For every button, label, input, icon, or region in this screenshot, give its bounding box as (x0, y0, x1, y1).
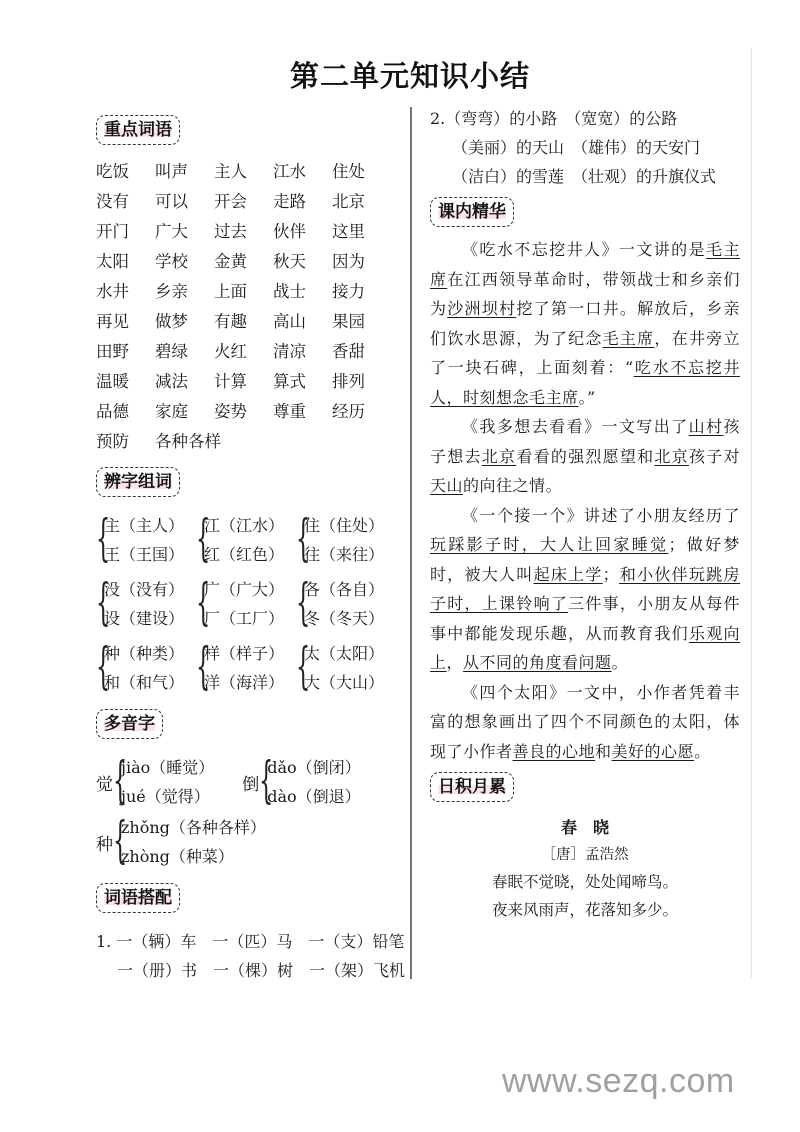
text-run: 孩子对 (688, 446, 740, 466)
brace-icon: { (259, 751, 274, 809)
key-word: 排列 (332, 372, 365, 391)
key-word: 伙伴 (273, 222, 306, 241)
char-pair: { 江（江水） 红（红色） (196, 509, 285, 567)
key-word: 温暖 (96, 372, 129, 391)
brace-icon: { (96, 637, 111, 695)
brace-icon: { (113, 811, 128, 869)
key-word: 开会 (214, 192, 247, 211)
section-heading-collocation: 词语搭配 (96, 883, 180, 913)
key-word: 住处 (332, 162, 365, 181)
underlined-key-phrase: 山村 (688, 417, 724, 436)
underlined-key-phrase: 天山 (430, 476, 464, 495)
key-word: 没有 (96, 192, 129, 211)
key-word: 吃饭 (96, 162, 129, 181)
collocation-2-list: 2.（弯弯）的小路 （宽宽）的公路 （美丽）的天山 （雄伟）的天安门 （洁白）的雪莲 （壮观）的升旗仪式 (430, 109, 717, 186)
poem-line: 夜来风雨声，花落知多少。 (491, 901, 678, 919)
text-run: 。” (578, 387, 596, 407)
column-divider (410, 107, 412, 979)
section-heading-polyphonic: 多音字 (96, 709, 163, 739)
key-word: 过去 (214, 222, 247, 241)
collocation-list: 1. 一（辆）车 一（匹）马 一（支）铅笔 一（册）书 一（棵）树 一（架）飞机 (96, 932, 406, 980)
underlined-key-phrase: 美好的心愿 (611, 741, 695, 761)
key-word: 接力 (332, 282, 365, 301)
char-pair: { 没（没有） 设（建设） (96, 573, 185, 631)
key-word: 姿势 (214, 402, 247, 421)
page-edge-line (751, 48, 752, 978)
underlined-key-phrase: 玩踩影子时，大人让回家睡觉 (430, 535, 669, 554)
polyphonic-item: 倒 { dǎo（倒闭） dào（倒退） (242, 751, 361, 809)
char-pair: { 种（种类） 和（和气） (96, 637, 185, 695)
poem (430, 814, 740, 924)
text-run: 《我多想去看看》一文写出了 (462, 417, 689, 436)
brace-icon: { (96, 573, 111, 631)
char-pair: { 住（住处） 往（来往） (296, 509, 385, 567)
polyphonic-item: 觉 { jiào（睡觉） jué（觉得） (96, 751, 215, 809)
key-word: 可以 (155, 192, 188, 211)
key-word: 减法 (155, 372, 188, 391)
text-run: 孩子想去 (430, 417, 740, 466)
key-word: 秋天 (273, 252, 306, 271)
underlined-key-phrase: 和小伙伴玩跳房子时，上课铃响了 (430, 564, 740, 613)
text-run: 《吃水不忘挖井人》一文讲的是 (462, 240, 707, 259)
text-run: 《四个太阳》一文中，小作者凭着丰富的想象画出了四个不同颜色的太阳，体现了小作者 (430, 682, 740, 761)
text-run: 和 (595, 741, 612, 761)
section-heading-distinguish: 辨字组词 (96, 467, 180, 497)
underlined-key-phrase: 吃水不忘挖井人，时刻想念毛主席 (430, 358, 740, 407)
brace-icon: { (296, 509, 311, 567)
char-pair: { 广（广大） 厂（工厂） (196, 573, 285, 631)
polyphonic-item: 种 { zhǒng（各种各样） zhòng（种菜） (96, 811, 266, 869)
key-word: 走路 (273, 192, 306, 211)
key-word: 主人 (214, 162, 247, 181)
key-word: 碧绿 (155, 342, 188, 361)
key-word: 家庭 (155, 402, 188, 421)
text-run: ， (446, 653, 464, 672)
key-word: 水井 (96, 282, 129, 301)
key-word: 开门 (96, 222, 129, 241)
left-column (96, 115, 406, 985)
key-word: 预防 (96, 432, 129, 451)
brace-icon: { (296, 637, 311, 695)
key-word: 田野 (96, 342, 129, 361)
text-run: ； (602, 564, 620, 584)
text-run: 。 (611, 653, 629, 672)
brace-icon: { (196, 637, 211, 695)
essence-paragraph-3 (430, 501, 740, 678)
underlined-key-phrase: 北京 (654, 446, 689, 466)
key-word: 学校 (155, 252, 188, 271)
key-word: 江水 (273, 162, 306, 181)
essence-paragraph-4 (430, 678, 740, 767)
key-word: 有趣 (214, 312, 247, 331)
key-words-grid (96, 157, 396, 457)
essence-paragraph-1 (430, 235, 740, 412)
key-word: 太阳 (96, 252, 129, 271)
poem-title: 春晓 (560, 818, 625, 837)
text-run: ，在井旁立了一块石碑，上面刻着：“ (430, 328, 740, 377)
key-word: 战士 (273, 282, 306, 301)
key-word: 香甜 (332, 342, 365, 361)
key-word: 各种各样 (155, 432, 221, 451)
key-word: 计算 (214, 372, 247, 391)
text-run: 挖了第一口井。解放后，乡亲们饮水思源，为了纪念 (430, 299, 740, 348)
text-run: 的向往之情。 (463, 476, 563, 495)
brace-icon: { (96, 509, 111, 567)
char-pair: { 各（各自） 冬（冬天） (296, 573, 385, 631)
text-run: 在江西领导革命时，带领战士和乡亲们为 (430, 269, 740, 318)
key-word: 果园 (332, 312, 365, 331)
key-word: 尊重 (273, 402, 306, 421)
underlined-key-phrase: 沙洲坝村 (447, 299, 517, 318)
key-word: 经历 (332, 402, 365, 421)
poem-author: ［唐］孟浩然 (541, 847, 629, 863)
key-word: 金黄 (214, 252, 247, 271)
underlined-key-phrase: 善良的心地 (512, 741, 596, 761)
essence-paragraph-2 (430, 412, 740, 501)
underlined-key-phrase: 从不同的角度看问题 (463, 653, 612, 672)
char-pair: { 主（主人） 王（王国） (96, 509, 185, 567)
key-word: 算式 (273, 372, 306, 391)
key-word: 广大 (155, 222, 188, 241)
underlined-key-phrase: 乐观向上 (430, 623, 740, 672)
section-heading-essence: 课内精华 (430, 197, 514, 227)
key-word: 因为 (332, 252, 365, 271)
brace-icon: { (113, 751, 128, 809)
char-pair: { 太（太阳） 大（大山） (296, 637, 385, 695)
brace-icon: { (296, 573, 311, 631)
key-word: 北京 (332, 192, 365, 211)
watermark: www.sezq.com (502, 1062, 735, 1100)
underlined-key-phrase: 毛主席 (602, 328, 655, 348)
text-run: 看看的强烈愿望和 (516, 446, 655, 466)
polyphonic-list (96, 753, 396, 871)
key-word: 乡亲 (155, 282, 188, 301)
page-title: 第二单元知识小结 (289, 59, 530, 93)
key-word: 火红 (214, 342, 247, 361)
key-word: 上面 (214, 282, 247, 301)
text-run: ；做好梦时，被大人叫 (430, 535, 740, 584)
key-word: 这里 (332, 222, 365, 241)
distinguish-pairs (96, 511, 396, 697)
key-word: 再见 (96, 312, 129, 331)
key-word: 品德 (96, 402, 129, 421)
underlined-key-phrase: 起床上学 (533, 564, 603, 584)
text-run: 《一个接一个》讲述了小朋友经历了 (462, 505, 740, 525)
poem-line: 春眠不觉晓，处处闻啼鸟。 (491, 873, 678, 891)
text-run: 三件事，小朋友从每件事中都能发现乐趣，从而教育我们 (430, 594, 740, 643)
section-heading-accumulation: 日积月累 (430, 772, 514, 802)
underlined-key-phrase: 毛主席 (430, 240, 740, 289)
right-column (430, 104, 740, 924)
key-word: 高山 (273, 312, 306, 331)
key-word: 清凉 (273, 342, 306, 361)
key-word: 做梦 (155, 312, 188, 331)
underlined-key-phrase: 北京 (481, 446, 517, 466)
char-pair: { 样（样子） 洋（海洋） (196, 637, 285, 695)
brace-icon: { (196, 509, 211, 567)
key-word: 叫声 (155, 162, 188, 181)
section-heading-key-words: 重点词语 (96, 115, 180, 145)
text-run: 。 (694, 741, 711, 761)
brace-icon: { (196, 573, 211, 631)
